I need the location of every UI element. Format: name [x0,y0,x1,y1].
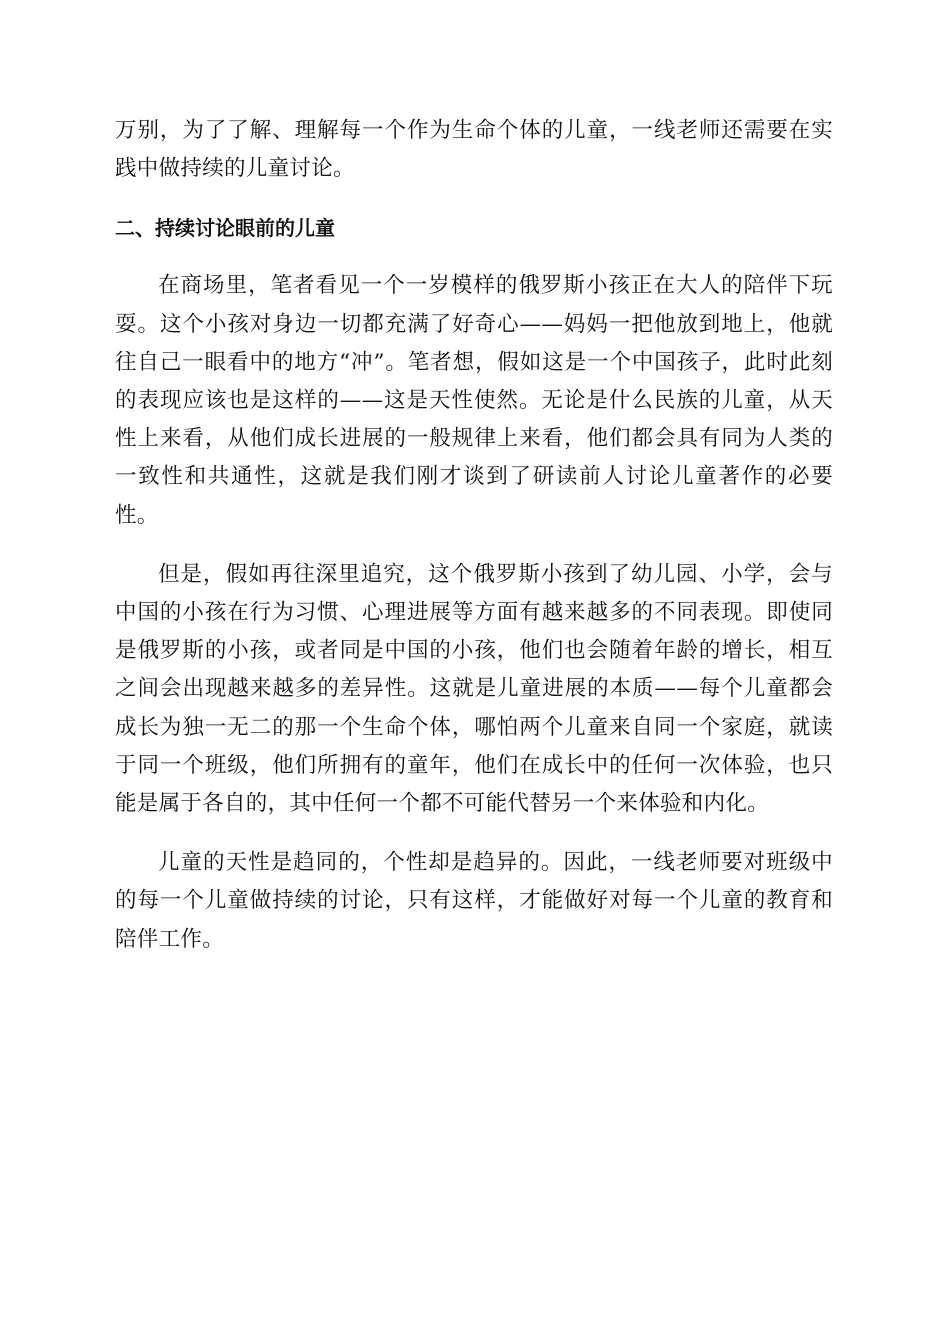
paragraph-2: 但是，假如再往深里追究，这个俄罗斯小孩到了幼儿园、小学，会与中国的小孩在行为习惯、心理进展等方面有越来越多的不同表现。即使同是俄罗斯的小孩，或者同是中国的小孩，他们也会随着年龄的增长，相互之间会出现越来越多的差异性。这就是儿童进展的本质——每个儿童都会成长为独一无二的那一个生命个体，哪怕两个儿童来自同一个家庭，就读于同一个班级，他们所拥有的童年，他们在成长中的任何一次体验，也只能是属于各自的，其中任何一个都不可能代替另一个来体验和内化。 [115,561,833,817]
paragraph-3: 儿童的天性是趋同的，个性却是趋异的。因此，一线老师要对班级中的每一个儿童做持续的讨论，只有这样，才能做好对每一个儿童的教育和陪伴工作。 [115,850,833,952]
paragraph-1: 在商场里，笔者看见一个一岁模样的俄罗斯小孩正在大人的陪伴下玩耍。这个小孩对身边一切都充满了好奇心——妈妈一把他放到地上，他就往自己一眼看中的地方“冲”。笔者想，假如这是一个中国孩子，此时此刻的表现应该也是这样的——这是天性使然。无论是什么民族的儿童，从天性上来看，从他们成长进展的一般规律上来看，他们都会具有同为人类的一致性和共通性，这就是我们刚才谈到了研读前人讨论儿童著作的必要性。 [115,273,833,528]
paragraph-continued: 万别，为了了解、理解每一个作为生命个体的儿童，一线老师还需要在实践中做持续的儿童讨论。 [115,118,833,182]
section-heading: 二、持续讨论眼前的儿童 [115,216,335,241]
document-body [115,112,833,980]
